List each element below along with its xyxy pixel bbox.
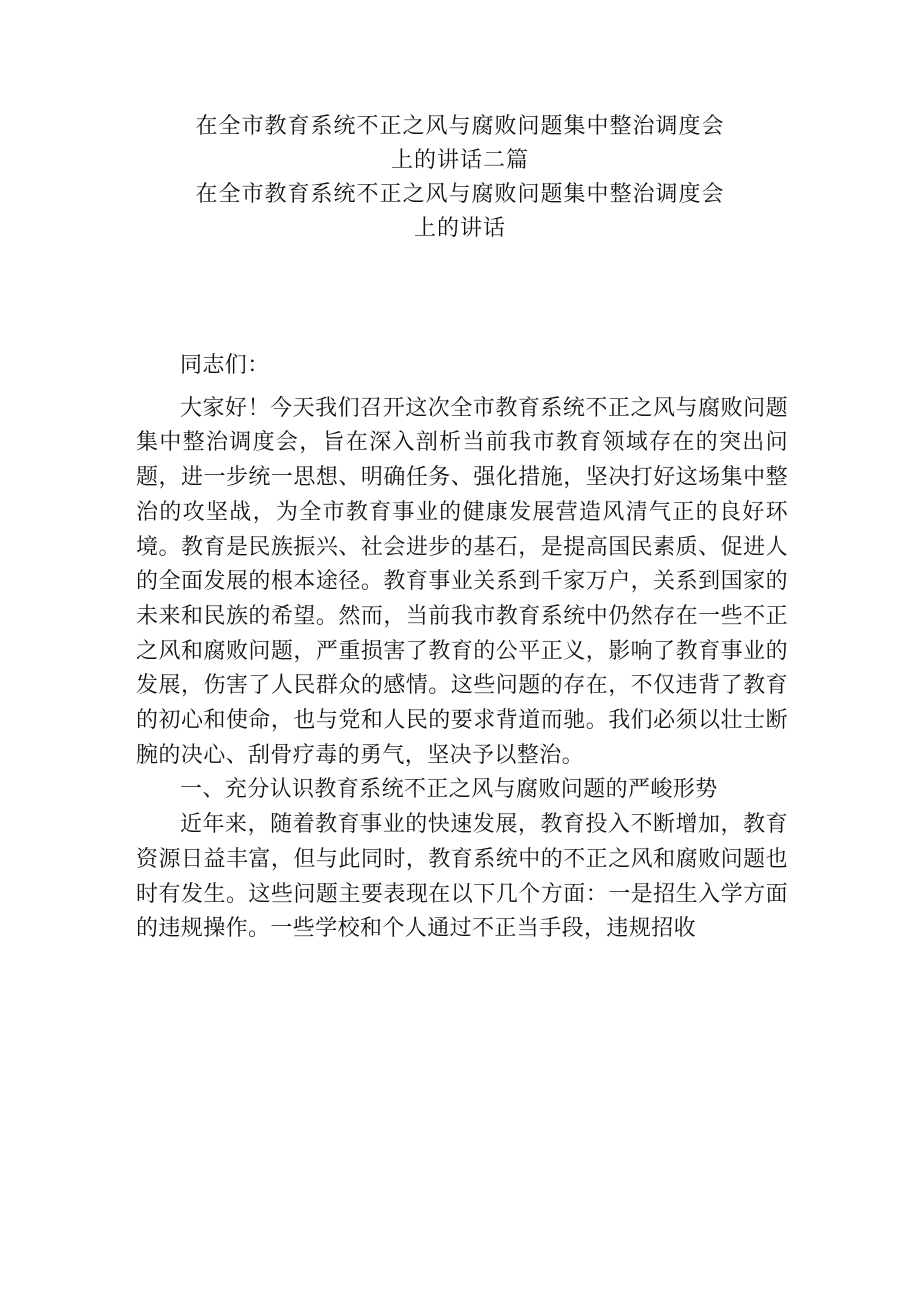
paragraph-intro: 大家好！今天我们召开这次全市教育系统不正之风与腐败问题集中整治调度会，旨在深入剖析当前我市教育领域存在的突出问题，进一步统一思想、明确任务、强化措施，坚决打好这场集中整治的攻坚战，为全市教育事业的健康发展营造风清气正的良好环境。教育是民族振兴、社会进步的基石，是提高国民素质、促进人的全面发展的根本途径。教育事业关系到千家万户，关系到国家的未来和民族的希望。然而，当前我市教育系统中仍然存在一些不正之风和腐败问题，严重损害了教育的公平正义，影响了教育事业的发展，伤害了人民群众的感情。这些问题的存在，不仅违背了教育的初心和使命，也与党和人民的要求背道而驰。我们必须以壮士断腕的决心、刮骨疗毒的勇气，坚决予以整治。 xyxy=(136,395,788,768)
title-line-2: 上的讲话二篇 xyxy=(390,148,529,173)
document-body xyxy=(136,349,788,947)
section-heading-1: 一、充分认识教育系统不正之风与腐败问题的严峻形势 xyxy=(180,777,718,803)
greeting: 同志们： xyxy=(180,353,270,378)
title-line-1: 在全市教育系统不正之风与腐败问题集中整治调度会 xyxy=(195,114,725,139)
paragraph-situation: 近年来，随着教育事业的快速发展，教育投入不断增加，教育资源日益丰富，但与此同时，教育系统中的不正之风和腐败问题也时有发生。这些问题主要表现在以下几个方面：一是招生入学方面的违规操作。一些学校和个人通过不正当手段，违规招收 xyxy=(136,812,788,942)
title-line-4: 上的讲话 xyxy=(413,216,506,241)
document-title xyxy=(0,112,920,248)
title-line-3: 在全市教育系统不正之风与腐败问题集中整治调度会 xyxy=(195,182,725,207)
